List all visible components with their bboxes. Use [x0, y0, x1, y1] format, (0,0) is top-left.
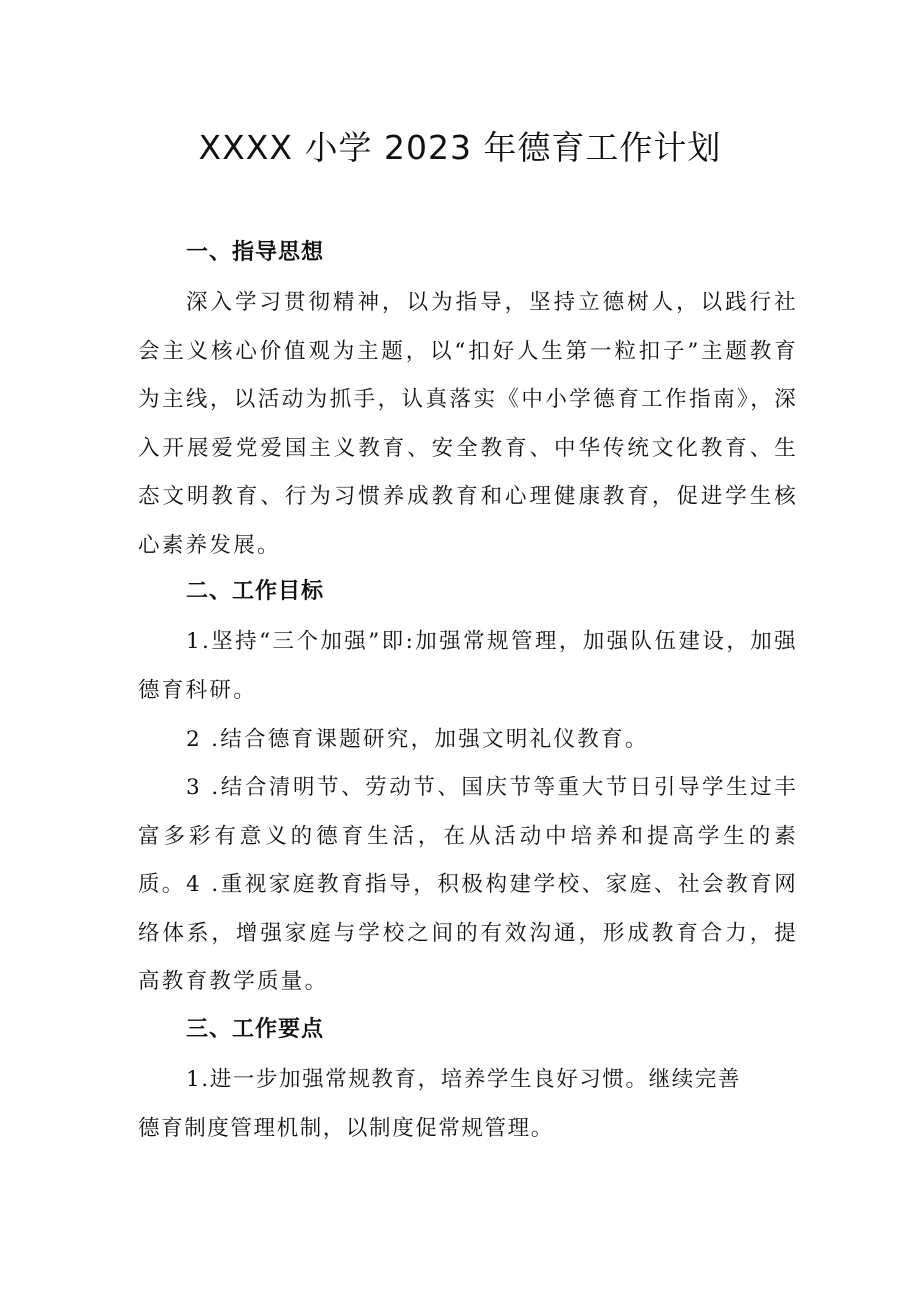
section-heading-work-points: 三、工作要点 [186, 1017, 325, 1042]
paragraph-guiding-ideology: 深入学习贯彻精神，以为指导，坚持立德树人，以践行社会主义核心价值观为主题，以“扣好人生第一粒扣子”主题教育为主线，以活动为抓手，认真落实《中小学德育工作指南》，深入开展爱党爱国主义教育、安全教育、中华传统文化教育、生态文明教育、行为习惯养成教育和心理健康教育，促进学生核心素养发展。 [138, 290, 798, 558]
section-heading-guiding-ideology: 一、指导思想 [186, 240, 325, 265]
paragraph-goal-2: 2 .结合德育课题研究，加强文明礼仪教育。 [186, 727, 649, 752]
document-title: XXXX 小学 2023 年德育工作计划 [198, 128, 722, 167]
paragraph-goal-1: 1.坚持“三个加强”即:加强常规管理，加强队伍建设，加强德育科研。 [138, 629, 798, 703]
paragraph-goal-3: 3 .结合清明节、劳动节、国庆节等重大节日引导学生过丰富多彩有意义的德育生活，在从活动中培养和提高学生的素质。 [138, 775, 798, 897]
paragraph-point-1-line-1: 1.进一步加强常规教育，培养学生良好习惯。继续完善 [186, 1067, 742, 1092]
paragraph-point-1-line-2: 德育制度管理机制，以制度促常规管理。 [138, 1116, 554, 1141]
section-heading-work-goals: 二、工作目标 [186, 579, 325, 604]
paragraph-goal-4: 4 .重视家庭教育指导，积极构建学校、家庭、社会教育网络体系，增强家庭与学校之间的有效沟通，形成教育合力，提高教育教学质量。 [138, 872, 798, 994]
